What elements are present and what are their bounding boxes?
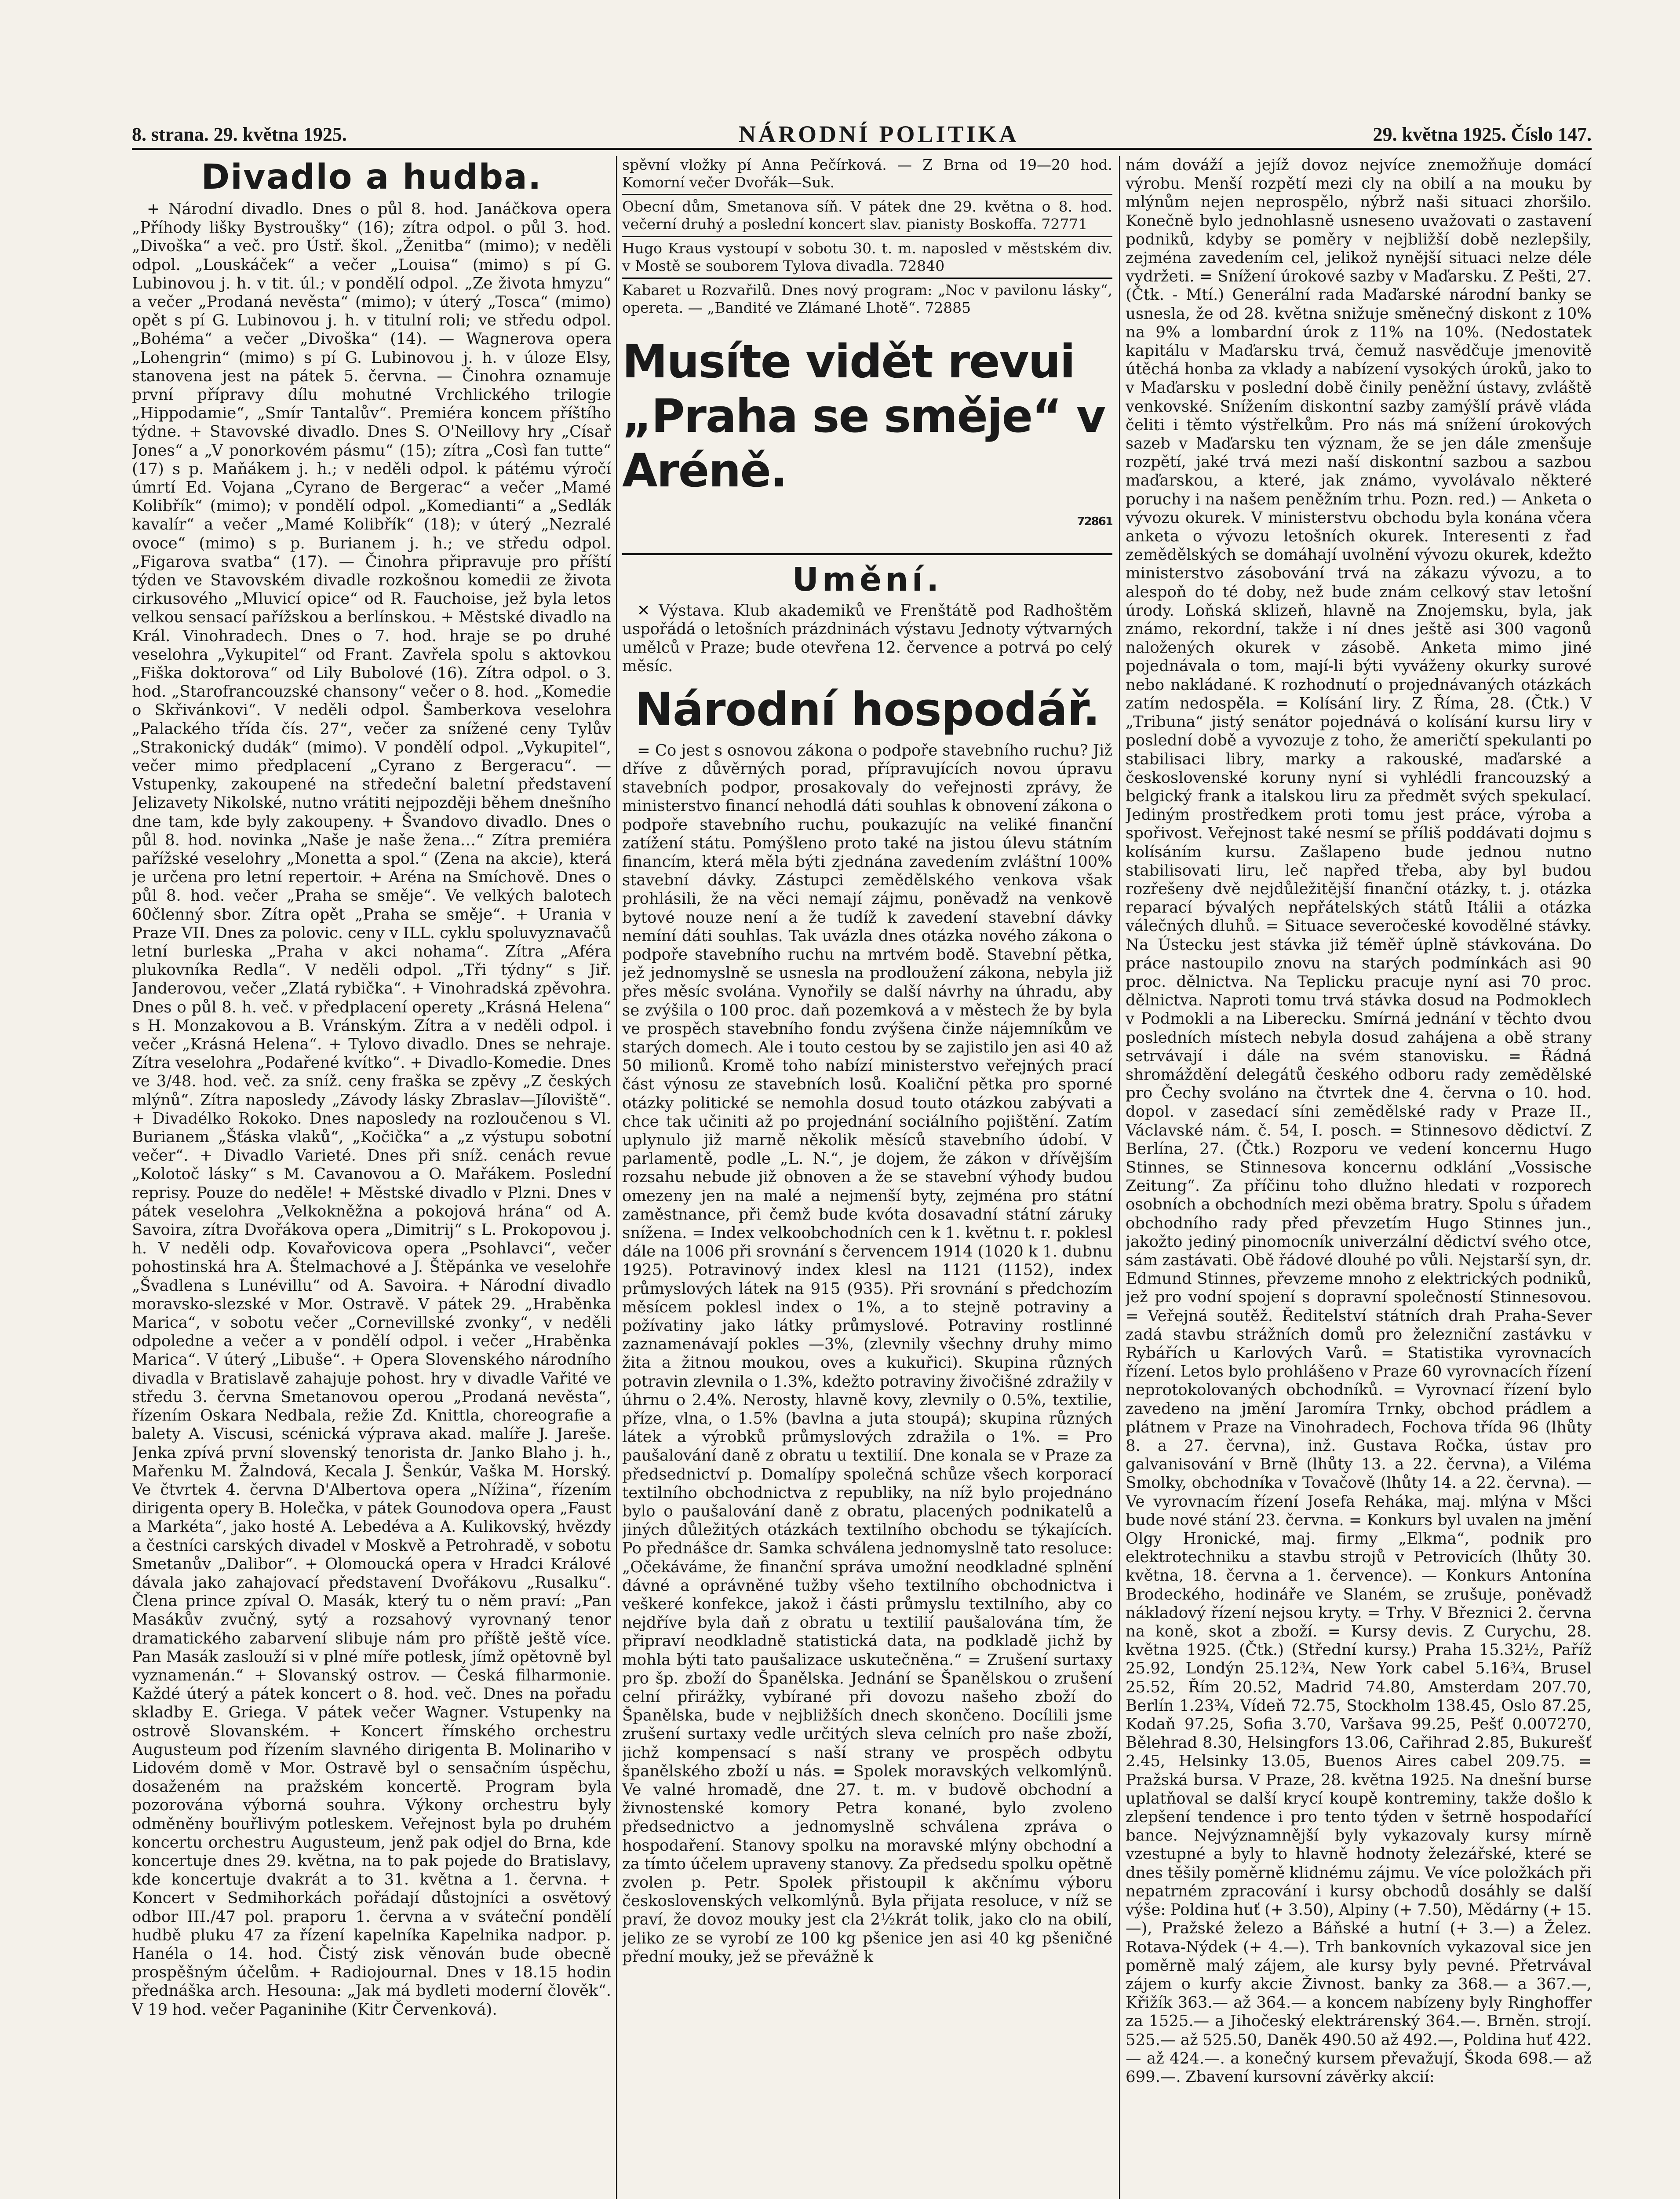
- notice-rule: [622, 194, 1112, 195]
- arts-news: [622, 602, 1112, 676]
- economy-text: = Co jest s osnovou zákona o podpoře stavebního ruchu? Již dříve z důvěrných porad, přípravujících novou úpravu stavebních podpor, prosakovaly do veřejnosti zprávy, že ministerstvo financí nehodlá dáti souhlas k obnovení zákona o podpoře stavebního ruchu, poukazujíc na veliké finanční zatížení státu. Pomýšleno proto také na jistou úlevu státním financím, která měla býti zjednána zavedením zvláštní 100% stavební dávky. Zástupci zemědělského venkova však prohlásili, že na věci nemají zájmu, poněvadž na venkově bytové nouze není a že tudíž k zavedení stavební dávky nemíní dáti souhlas. Tak uvázla dnes otázka nového zákona o podpoře stavebního ruchu na mrtvém bodě. Stavební pětka, jež jednomyslně se usnesla na prodloužení zákona, nebyla již přes měsíc svolána. Vynořily se další návrhy na úhradu, aby se zvýšila o 100 proc. daň pozemková a v městech že by byla ve prospěch stavebního fondu zvýšena činže nájemníkům ve starých domech. Ale i touto cestou by se zajistilo jen asi 40 až 50 milionů. Kromě toho nabízí ministerstvo veřejných prací část výnosu ze stavebních losů. Koaliční pětka pro sporné otázky politické se nemohla dosud touto otázkou zabývati a chce tak učiniti až po projednání sociálního pojištění. Zatím uplynulo již marně několik měsíců stavebního údobí. V parlamentě, podle „L. N.“, je dojem, že zákon v dřívějším rozsahu nebude již obnoven a že se stavební výhody budou omezeny jen na malé a nejmenší byty, zejména pro státní zaměstnance, při čemž bude kvóta dosavadní státní záruky snížena. = Index velkoobchodních cen k 1. květnu t. r. poklesl dále na 1006 při srovnání s červencem 1914 (1020 k 1. dubnu 1925). Potravinový index klesl na 1121 (1152), index průmyslových látek na 915 (935). Při srovnání s předchozím měsícem poklesl index o 1%, a to stejně potraviny a požívatiny jako látky průmyslové. Potraviny rostlinné zaznamenávají pokles —3%, (zlevnily všechny druhy mimo žita a žitnou moukou, oves a kukuřici). Skupina různých potravin zlevnila o 1.3%, kdežto potraviny živočišné zdražily v úhrnu o 2.4%. Nerosty, hlavně kovy, zlevnily o 0.5%, textilie, příze, vlna, o 1.5% (bavlna a juta stoupá); skupina různých látek a výrobků průmyslových zdražila o 1%. = Pro paušalování daně z obratu u textilií. Dne konala se v Praze za předsednictví p. Domalípy společná schůze všech korporací textilního obchodnictva z republiky, na níž bylo projednáno bylo o paušalování daně z obratu, placených podnikatelů a jiných důležitých otázkách textilního obchodu se týkajících. Po přednášce dr. Samka schválena jednomyslně tato resoluce: „Očekáváme, že finanční správa umožní neodkladné splnění dávné a oprávněné tužby všeho textilního obchodnictva i veškeré konfekce, jakož i části průmyslu textilního, aby co nejdříve byla daň z obratu u textilií paušalována tím, že připraví neodkladně statistická data, na podkladě jichž by mohla býti tato paušalizace uskutečněna.“ = Zrušení surtaxy pro šp. zboží do Španělska. Jednání se Španělskou o zrušení celní přirážky, vybírané při dovozu našeho zboží do Španělska, bude v nejbližších dnech skončeno. Docílili jsme zrušení surtaxy vedle určitých sleva celních pro naše zboží, jichž kompensací s naší strany ve prospěch odbytu španělského zboží u nás. = Spolek moravských velkomlýnů. Ve valné hromadě, dne 27. t. m. v budově obchodní a živnostenské komory Petra konané, bylo zvoleno předsednictvo a jednomyslně schválena zpráva o hospodaření. Stanovy spolku na moravské mlýny obchodní a za tímto účelem upraveny stanovy. Za předsedu spolku opětně zvolen p. Petr. Spolek přistoupil k akčnímu výboru československých velkomlýnů. Byla přijata resoluce, v níž se praví, že dovoz mouky jest cla 2½krát tolik, jako clo na obilí, jeliko ze se vyrobí ze 100 kg pšenice jen asi 40 kg pšeničné přední mouky, jež se převážně k: [622, 741, 1112, 1966]
- newspaper-title: NÁRODNÍ POLITIKA: [739, 121, 1019, 147]
- column-divider-2: [1119, 156, 1120, 2199]
- arts-text: ✕ Výstava. Klub akademiků ve Frenštátě pod Radhoštěm uspořádá o letošních prázdninách výstavu Jednoty výtvarných umělců v Praze; bude otevřena 12. července a potrvá po celý měsíc.: [622, 601, 1112, 676]
- economy-news-continued: [1126, 156, 1592, 2086]
- notice-kabaret: Kabaret u Rozvařilů. Dnes nový program: „Noc v pavilonu lásky“, opereta. — „Bandité ve Zlámané Lhotě“. 72885: [622, 281, 1112, 316]
- page-number-date: 8. strana. 29. května 1925.: [132, 124, 347, 145]
- section-heading-theatre: Divadlo a hudba.: [201, 157, 542, 197]
- theatre-text: + Národní divadlo. Dnes o půl 8. hod. Janáčkova opera „Příhody lišky Bystroušky“ (16); zítra odpol. o půl 3. hod. „Divoška“ a več. pro Ústř. škol. „Ženitba“ (mimo); v neděli odpol. „Louskáček“ a večer „Louisa“ (mimo) s pí G. Lubinovou j. h. v tit. úl.; v pondělí odpol. „Ze života hmyzu“ a večer „Prodaná nevěsta“ (mimo); v úterý „Tosca“ (mimo) opět s pí G. Lubinovou j. h. v titulní roli; ve středu odpol. „Bohéma“ a večer „Divoška“ (14). — Wagnerova opera „Lohengrin“ (mimo) s pí G. Lubinovou j. h. v úloze Elsy, stanovena jest na pátek 5. června. — Činohra oznamuje první přípravy dílu mohutné Vrchlického trilogie „Hippodamie“, „Smír Tantalův“. Premiéra koncem příštího týdne. + Stavovské divadlo. Dnes S. O'Neillovy hry „Císař Jones“ a „V ponorkovém pásmu“ (15); zítra „Così fan tutte“ (17) s p. Maňákem j. h.; v neděli odpol. k pátému výročí úmrtí Ed. Vojana „Cyrano de Bergerac“ a večer „Mamé Kolibřík“ (mimo); v pondělí odpol. „Komedianti“ a „Sedlák kavalír“ a večer „Mamé Kolibřík“ (18); v úterý „Nezralé ovoce“ (mimo) s p. Burianem j. h.; ve středu odpol. „Figarova svatba“ (17). — Činohra připravuje pro příští týden ve Stavovském divadle rozkošnou komedii ze života cirkusového „Mluvicí opice“ od R. Fauchoise, jež byla letos velkou sensací pařížskou a berlínskou. + Městské divadlo na Král. Vinohradech. Dnes o 7. hod. hraje se po druhé veselohra „Vykupitel“ od Frant. Zavřela spolu s aktovkou „Fiška doktorova“ od Lily Bubolové (16). Zítra odpol. o 3. hod. „Starofrancouzské chansony“ večer o 8. hod. „Komedie o Skřivánkovi“. V neděli odpol. Šamberkova veselohra „Palackého třída čís. 27“, večer za snížené ceny Tylův „Strakonický dudák“ (mimo). V pondělí odpol. „Vykupitel“, večer mimo předplacení „Cyrano z Bergeracu“. — Vstupenky, zakoupené na středeční baletní představení Jelizavety Nikolské, nutno vrátiti nejpozději během dnešního dne tam, kde byly zakoupeny. + Švandovo divadlo. Dnes o půl 8. hod. novinka „Naše je naše žena…“ Zítra premiéra pařížské veselohry „Monetta a spol.“ (Zena na akcie), která je určena pro letní repertoir. + Aréna na Smíchově. Dnes o půl 8. hod. večer „Praha se směje“. Ve velkých balotech 60členný sbor. Zítra opět „Praha se směje“. + Urania v Praze VII. Dnes za polovic. ceny v ILL. cyklu spoluvyznavačů letní burleska „Praha v akci nohama“. Zítra „Aféra plukovníka Redla“. V neděli odpol. „Tři týdny“ s Jiř. Janderovou, večer „Zlatá rybička“. + Vinohradská zpěvohra. Dnes o půl 8. h. več. v předplacení operety „Krásná Helena“ s H. Monzakovou a B. Vránským. Zítra a v neděli odpol. i večer „Krásná Helena“. + Tylovo divadlo. Dnes se nehraje. Zítra veselohra „Podařené kvítko“. + Divadlo-Komedie. Dnes ve 3/48. hod. več. za sníž. ceny fraška se zpěvy „Z českých mlýnů“. Zítra naposledy „Závody lásky Zbraslav—Jíloviště“. + Divadélko Rokoko. Dnes naposledy na rozloučenou s Vl. Burianem „Šťáska vlaků“, „Kočička“ a „z výstupu sobotní večer“. + Divadlo Varieté. Dnes při sníž. cenách revue „Kolotoč lásky“ s M. Cavanovou a O. Mařákem. Poslední reprisy. Pouze do neděle! + Městské divadlo v Plzni. Dnes v pátek veselohra „Velkokněžna a pokojová hrána“ od A. Savoira, zítra Dvořákova opera „Dimitrij“ s L. Prokopovou j. h. V neděli odp. Kovařovicova opera „Psohlavci“, večer pohostinská hra A. Štelmachové a J. Štěpánka ve veselohře „Švadlena s Lunévillu“ od A. Savoira. + Národní divadlo moravsko-slezské v Mor. Ostravě. V pátek 29. „Hraběnka Marica“, v sobotu večer „Cornevillské zvonky“, v neděli odpoledne a večer a v pondělí odpol. i večer „Hraběnka Marica“. V úterý „Libuše“. + Opera Slovenského národního divadla v Bratislavě zahajuje pohost. hry v divadle Vařité ve středu 3. června Smetanovou operou „Prodaná nevěsta“, řízením Oskara Nedbala, režie Zd. Knittla, choreografie a balety A. Viscusi, scénická výprava akad. malíře J. Jareše. Jenka zpívá první slovenský tenorista dr. Janko Blaho j. h., Mařenku M. Žalndová, Kecala J. Šenkúr, Vaška M. Horský. Ve čtvrtek 4. června D'Albertova opera „Nížina“, řízením dirigenta opery B. Holečka, v pátek Gounodova opera „Faust a Markéta“, jako hosté A. Lebedéva a A. Kulikovský, hvězdy a čestníci carských divadel v Moskvě a Petrohradě, v sobotu Smetanův „Dalibor“. + Olomoucká opera v Hradci Králové dávala jako zahajovací představení Dvořákovu „Rusalku“. Člena prince zpíval O. Masák, který tu o něm praví: „Pan Masákův zvučný, sytý a rozsahový vyrovnaný tenor dramatického zabarvení slibuje nám pro příště ještě více. Pan Masák zaslouží si v plné míře potlesk, jímž opětovně byl vyznamenán.“ + Slovanský ostrov. — Česká filharmonie. Každé úterý a pátek koncert o 8. hod. več. Dnes na pořadu skladby E. Griega. V pátek večer Wagner. Vstupenky na ostrově Slovanském. + Koncert římského orchestru Augusteum pod řízením slavného dirigenta B. Molinariho v Lidovém domě v Mor. Ostravě byl o sensačním úspěchu, dosaženém na pražském koncertě. Program byla pozorována výborná souhra. Výkony orchestru byly odměněny bouřlivým potleskem. Veřejnost byla po druhém koncertu orchestru Augusteum, jenž pak odjel do Brna, kde koncertuje dnes 29. května, na to pak pojede do Bratislavy, kde koncertuje dvakrát a to 31. května a 1. června. + Koncert v Sedmihorkách pořádají důstojníci a osvětový odbor III./47 pol. praporu 1. června a v sváteční pondělí hudbě pluku 47 za řízení kapelníka Kapelnika nadpor. p. Hanéla o 14. hod. Čistý zisk věnován bude obecně prospěšným účelům. + Radiojournal. Dnes v 18.15 hodin přednáška arch. Hesouna: „Jak má bydleti moderní člověk“. V 19 hod. večer Paganinihe (Kitr Červenková).: [132, 200, 611, 2019]
- column-economy-continued: [1126, 156, 1592, 2199]
- notice-obecni-dum: Obecní dům, Smetanova síň. V pátek dne 29. května o 8. hod. večerní druhý a poslední koncert slav. pianisty Boskoffa. 72771: [622, 198, 1112, 233]
- notice-radio-brno: spěvní vložky pí Anna Pečírková. — Z Brna od 19—20 hod. Komorní večer Dvořák—Suk.: [622, 156, 1112, 191]
- economy-news: [622, 742, 1112, 1966]
- column-divider-1: [616, 156, 617, 2199]
- notice-hugo-kraus: Hugo Kraus vystoupí v sobotu 30. t. m. naposled v městském div. v Mostě se souborem Tylova divadla. 72840: [622, 240, 1112, 274]
- masthead-rule: [132, 148, 1592, 150]
- advert-code: 72861: [1077, 515, 1112, 528]
- theatre-listings: [132, 200, 611, 2019]
- advert-praha-se-smeje: [622, 334, 1112, 555]
- economy-continued-text: nám dováží a jejíž dovoz nejvíce znemožňuje domácí výrobu. Menší rozpětí mezi cly na obilí a na mouku by mlýnům nejen neprospělo, nýbrž naši situaci zhoršilo. Konečně bylo jednohlasně usneseno uvažovati o zastavení podniků, kdyby se poměry v nejbližší době nezlepšily, zejména zavedením cel, jelikož nynější situaci nelze déle vydržeti. = Snížení úrokové sazby v Maďarsku. Z Pešti, 27. (Čtk. - Mtí.) Generální rada Maďarské národní banky se usnesla, že od 28. května snižuje směnečný diskont z 10% na 9% a lombardní úrok z 11% na 10%. (Nedostatek kapitálu v Maďarsku trvá, čemuž nasvědčuje jmenovitě útěchá honba za vklady a nabízení vysokých úroků, jako to v Maďarsku v poslední době činily peněžní ústavy, zvláště venkovské. Snížením diskontní sazby zamýšlí právě vláda čeliti i těmto výstřelkům. Pro nás má snížení úrokových sazeb v Maďarsku ten význam, že se jen dále zmenšuje rozpětí, jaké trvá mezi naší diskontní sazbou a sazbou maďarskou, a které, jak známo, vyvolávalo některé poruchy i na našem peněžním trhu. Pozn. red.) — Anketa o vývozu okurek. V ministerstvu obchodu byla konána včera anketa o vývozu letošních okurek. Interesenti z řad zemědělských se domáhají uvolnění vývozu okurek, kdežto ministerstvo zásobování trvá na zákazu vývozu, a to alespoň do té doby, než bude znám celkový stav letošní úrody. Loňská sklizeň, hlavně na Znojemsku, byla, jak známo, rekordní, takže i ní dnes ještě asi 300 vagonů naložených okurek v zásobě. Anketa mimo jiné pojednávala o tom, mají-li býti vyváženy okurky surové nebo nakládané. K rozhodnutí o projednávaných otázkách zatím nedospěla. = Kolísání liry. Z Říma, 28. (Čtk.) V „Tribuna“ jistý senátor pojednává o kolísání kursu liry v poslední době a vyvozuje z toho, že američtí spekulanti po stabilisaci libry, marky a rakouské, maďarské a československé koruny nyní si vyhlédli francouzský a belgický frank a italskou liru za předmět svých spekulací. Jediným prostředkem proti tomu jest práce, výroba a spořivost. Veřejnost také nesmí se příliš poddávati dojmu s kolísáním kursu. Zašlapeno bude jednou nutno stabilisovati liru, leč napřed třeba, aby byl budou rozřešeny dvě nejdůležitější finanční otázky, t. j. otázka reparací bývalých nepřátelských států Itálii a otázka válečných dluhů. = Situace severočeské kovodělné stávky. Na Ústecku jest stávka již téměř úplně stávkována. Do práce nastoupilo znovu na starých podmínkách asi 90 proc. dělnictva. Na Teplicku pracuje nyní asi 70 proc. dělnictva. Naproti tomu trvá stávka dosud na Podmoklech v Podmokli a na Liberecku. Smírná jednání v těchto dvou posledních místech nebyla dosud zahájena a obě strany setrvávají i dále na svém stanovisku. = Řádná shromáždění delegátů českého odboru rady zemědělské pro Čechy svoláno na čtvrtek dne 4. června o 10. hod. dopol. v zasedací síni zemědělské rady v Praze II., Václavské nám. č. 54, I. posch. = Stinnesovo dědictví. Z Berlína, 27. (Čtk.) Rozporu ve vedení koncernu Hugo Stinnes, se Stinnesova koncernu odklání „Vossische Zeitung“. Za příčinu toho dlužno hledati v rozporech osobních a obchodních mezi oběma bratry. Spolu s úřadem obchodního rady před převzetím Hugo Stinnes jun., jakožto jediný pinomocník univerzální dědictví svého otce, sám zastávati. Obě řádové dlouhé po vůli. Nejstarší syn, dr. Edmund Stinnes, převzeme mnoho z elektrických podniků, jež pro vodní spojení s dopravní společností Stinnesovou. = Veřejná soutěž. Ředitelství státních drah Praha-Sever zadá stavbu strážních domů pro železniční zastávku v Rybářích u Karlových Varů. = Statistika vyrovnacích řízení. Letos bylo prohlášeno v Praze 60 vyrovnacích řízení neprotokolovaných obchodníků. = Vyrovnací řízení bylo zavedeno na jmění Jaromíra Trnky, obchod prádlem a plátnem v Praze na Vinohradech, Fochova třída 96 (lhůty 8. a 27. června), inž. Gustava Ročka, ústav pro galvanisování v Brně (lhůty 13. a 22. června), a Viléma Smolky, obchodníka v Tovačově (lhůty 14. a 22. června). — Ve vyrovnacím řízení Josefa Reháka, maj. mlýna v Mšci bude nové stání 23. června. = Konkurs byl uvalen na jmění Olgy Hronické, maj. firmy „Elkma“, podnik pro elektrotechniku a stavbu strojů v Petrovicích (lhůty 30. května, 18. června a 1. července). — Konkurs Antonína Brodeckého, hodináře ve Slaném, se zrušuje, poněvadž nákladový řízení nejsou kryty. = Trhy. V Březnici 2. června na koně, skot a zboží. = Kursy devis. Z Curychu, 28. května 1925. (Čtk.) (Střední kursy.) Praha 15.32½, Paříž 25.92, Londýn 25.12¾, New York cabel 5.16¾, Brusel 25.52, Řím 20.52, Madrid 74.80, Amsterdam 207.70, Berlín 1.23¾, Vídeň 72.75, Stockholm 138.45, Oslo 87.25, Kodaň 97.25, Sofia 3.70, Varšava 99.25, Pešť 0.007270, Bělehrad 8.30, Helsingfors 13.06, Cařihrad 2.85, Bukurešť 2.45, Helsinky 13.05, Buenos Aires cabel 209.75. = Pražská bursa. V Praze, 28. května 1925. Na dnešní burse uplatňoval se další krycí koupě kontreminy, takže došlo k zlepšení tendence i pro tento týden v šetrně hospodařící bance. Nejvýznamnější byly vykazovaly kursy mírně vzestupné a byly to hlavně hodnoty železářské, které se dnes těšily poměrně klidnému zájmu. Ve více položkách při nepatrném zpracování i kursy obchodů dosáhly se další výše: Poldina huť (+ 3.50), Alpiny (+ 7.50), Mědárny (+ 15.—), Pražské železo a Báňské a hutní (+ 3.—) a Želez. Rotava-Nýdek (+ 4.—). Trh bankovních vykazoval sice jen poměrně malý zájem, ale kursy byly pevné. Přetrvával zájem o kurfy akcie Živnost. banky za 368.— a 367.—, Křižík 363.— až 364.— a koncem nabízeny byly Ringhoffer za 1525.— a Jihočeský elektrárenský 364.—. Brněn. strojí. 525.— až 525.50, Daněk 490.50 až 492.—, Poldina huť 422.— až 424.—. a konečný kursem převažují, Škoda 698.— až 699.—. Zbavení kursovní závěrky akcií:: [1126, 156, 1592, 2086]
- masthead: [132, 119, 1592, 150]
- advert-text: Musíte vidět revui „Praha se směje“ v Aréně.: [622, 335, 1105, 497]
- issue-date-number: 29. května 1925. Číslo 147.: [1373, 124, 1592, 145]
- notice-rule: [622, 278, 1112, 279]
- section-heading-economy: Národní hospodář.: [634, 682, 1100, 736]
- column-arts-economy: [622, 156, 1112, 2199]
- section-heading-arts: Umění.: [792, 561, 943, 599]
- column-theatre: [132, 156, 611, 2199]
- notice-rule: [622, 236, 1112, 237]
- small-notices: [622, 156, 1112, 317]
